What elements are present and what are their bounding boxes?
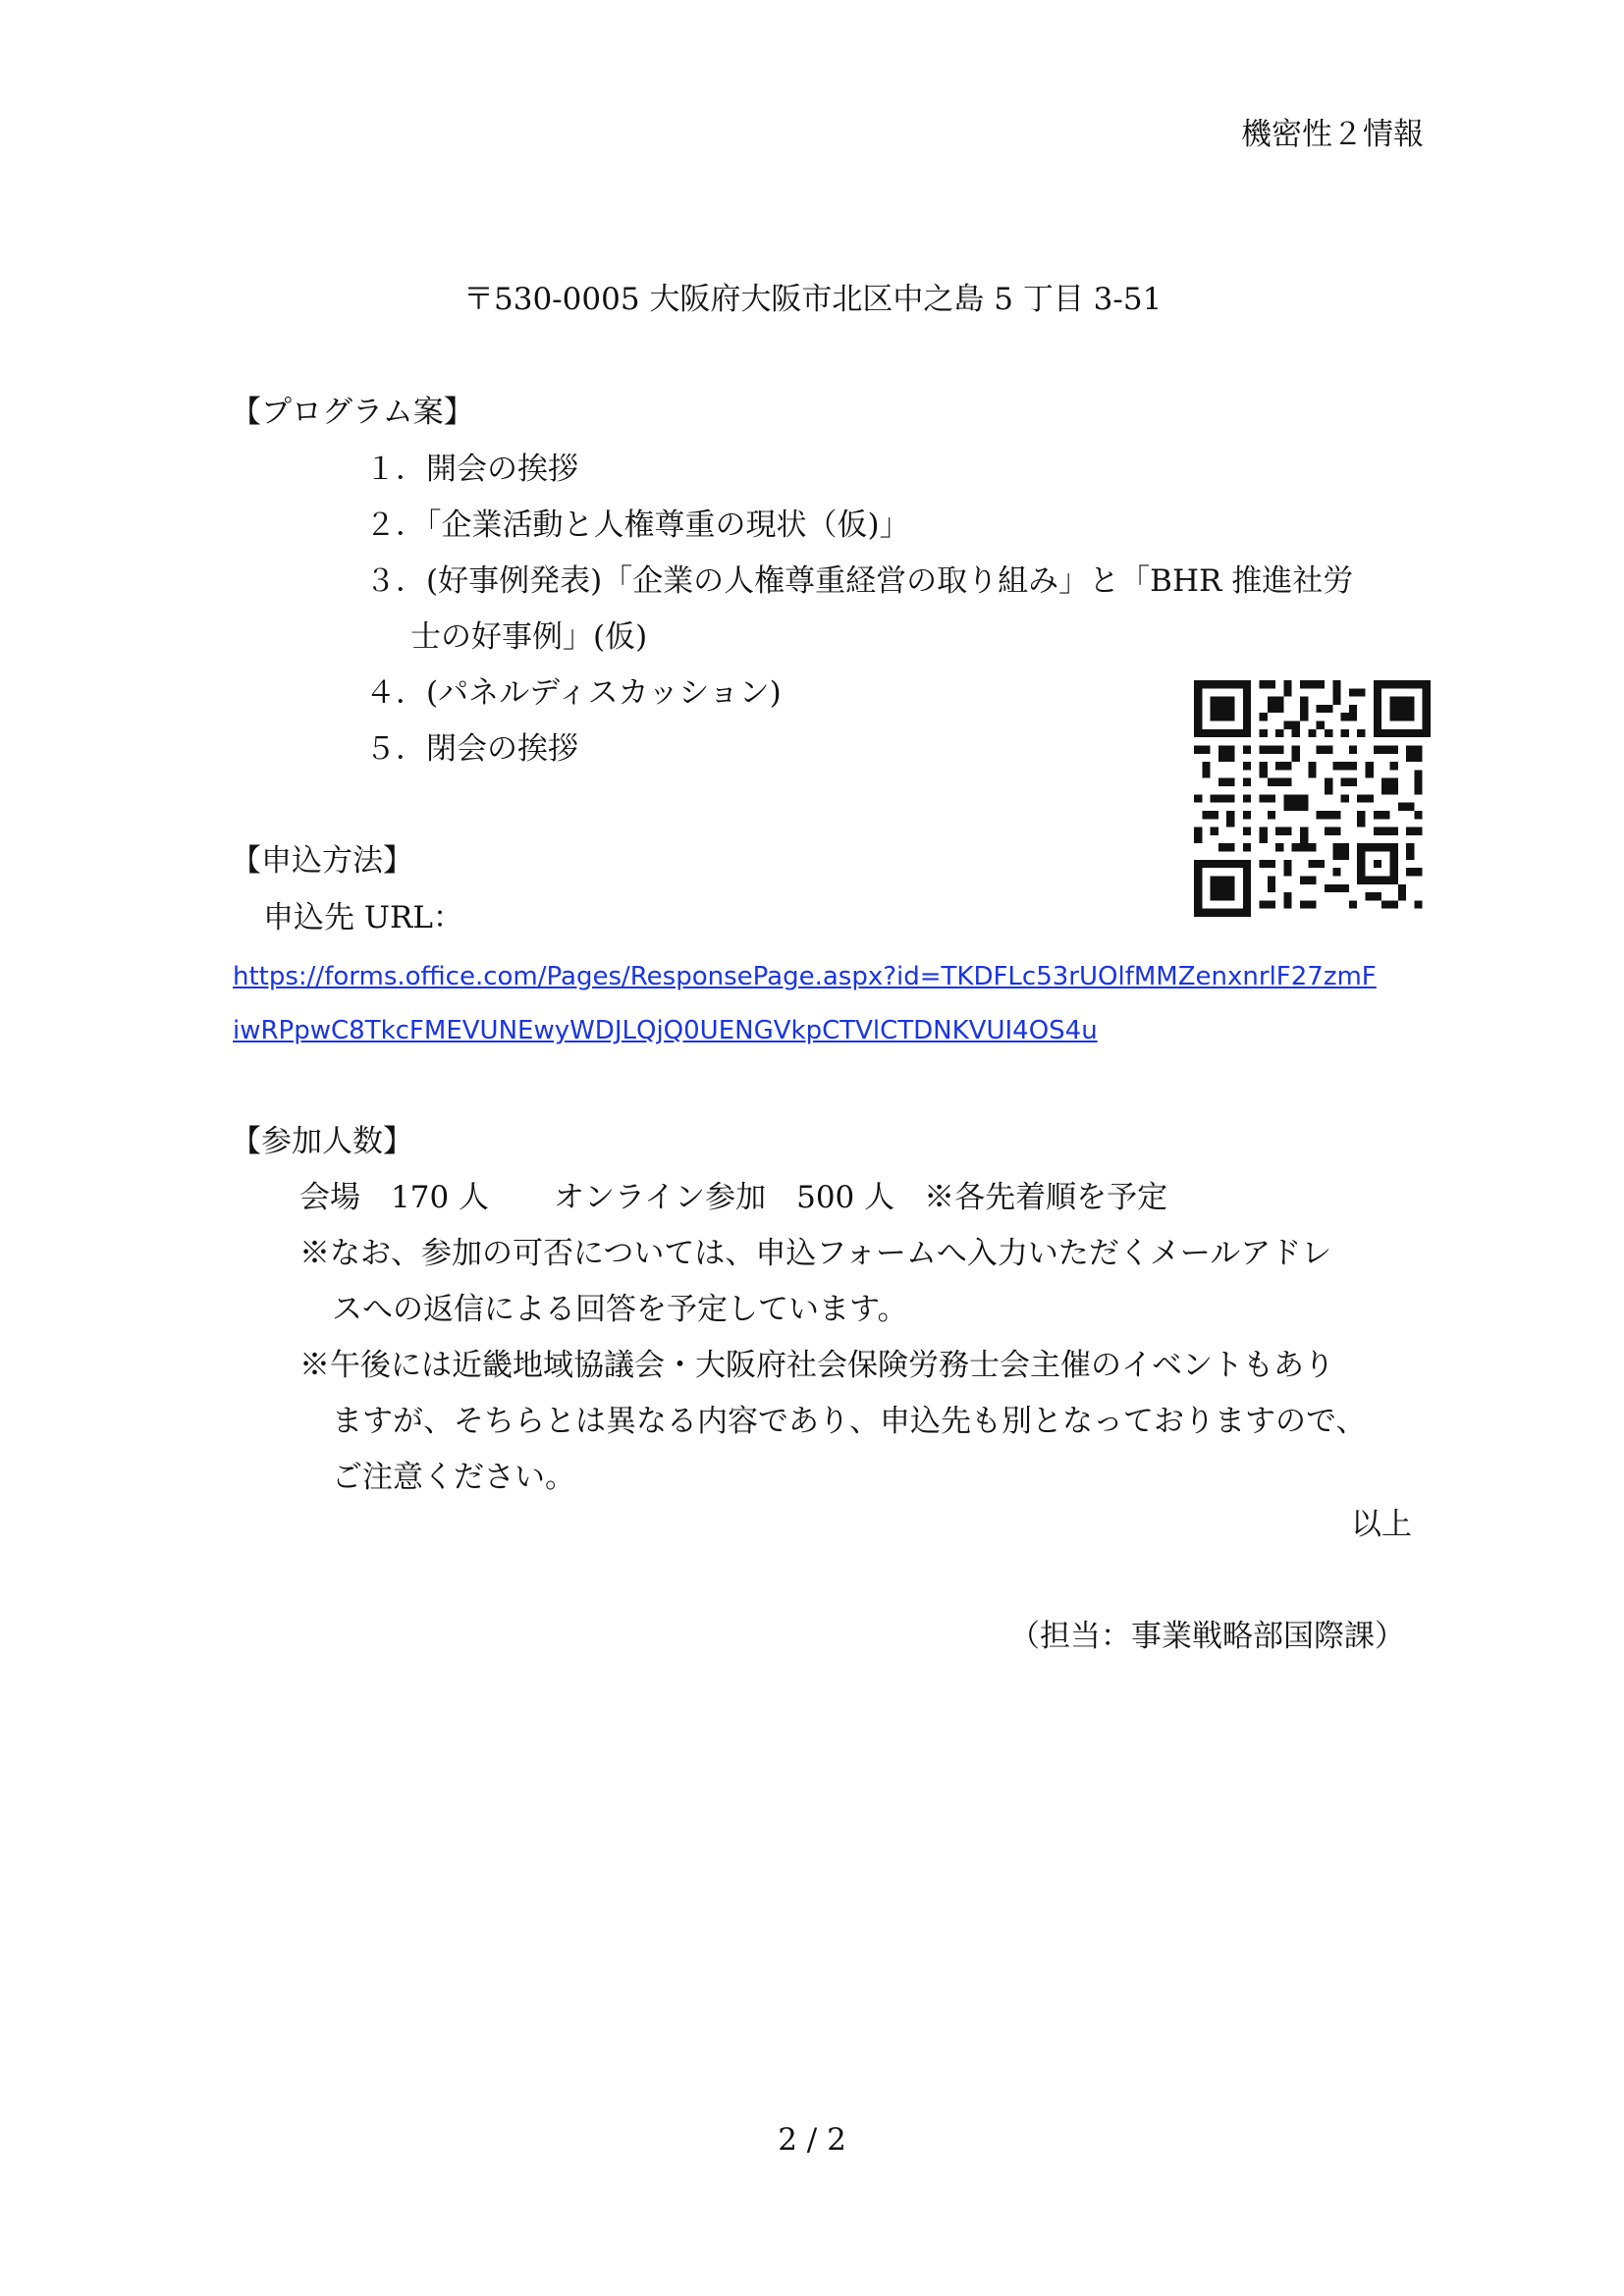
participants-heading: 【参加人数】 <box>231 1124 413 1159</box>
participants-note-2-continued: ますが、そちらとは異なる内容であり、申込先も別となっておりますので、 <box>332 1404 1367 1439</box>
application-url-link-line1[interactable]: https://forms.office.com/Pages/ResponsePage.aspx?id=TKDFLc53rUOlfMMZenxnrlF27zmF <box>233 962 1377 991</box>
program-item-4: ４．(パネルディスカッション) <box>365 675 782 711</box>
program-item-3-continued: 士の好事例」(仮) <box>410 619 648 655</box>
classification-label: 機密性２情報 <box>1241 117 1424 152</box>
program-item-3: ３．(好事例発表)「企業の人権尊重経営の取り組み」と「BHR 推進社労 <box>365 563 1354 599</box>
order-note: ※各先着順を予定 <box>924 1180 1168 1215</box>
program-heading: 【プログラム案】 <box>231 395 474 430</box>
closing-mark: 以上 <box>1351 1507 1412 1542</box>
program-item-2: ２．「企業活動と人権尊重の現状（仮)」 <box>365 507 910 543</box>
program-item-1: １．開会の挨拶 <box>365 452 578 487</box>
page-number: 2 / 2 <box>778 2122 846 2158</box>
participants-counts <box>299 1180 1168 1215</box>
qr-code-icon <box>1194 680 1431 917</box>
address: 〒530-0005 大阪府大阪市北区中之島 5 丁目 3-51 <box>463 282 1163 317</box>
application-url-link-line2[interactable]: iwRPpwC8TkcFMEVUNEwyWDJLQjQ0UENGVkpCTVlCTDNKVUI4OS4u <box>233 1016 1098 1045</box>
online-count: オンライン参加 500 人 <box>554 1180 895 1215</box>
venue-count: 会場 170 人 <box>299 1180 490 1215</box>
application-heading: 【申込方法】 <box>231 843 413 879</box>
participants-note-1: ※なお、参加の可否については、申込フォームへ入力いただくメールアドレ <box>299 1236 1332 1271</box>
application-url-label: 申込先 URL： <box>263 900 463 935</box>
participants-note-1-continued: スへの返信による回答を予定しています。 <box>332 1292 908 1327</box>
participants-note-2-end: ご注意ください。 <box>332 1460 575 1495</box>
participants-note-2: ※午後には近畿地域協議会・大阪府社会保険労務士会主催のイベントもあり <box>299 1348 1334 1383</box>
contact-department: （担当：事業戦略部国際課） <box>1009 1619 1405 1654</box>
program-item-5: ５．閉会の挨拶 <box>365 731 578 767</box>
